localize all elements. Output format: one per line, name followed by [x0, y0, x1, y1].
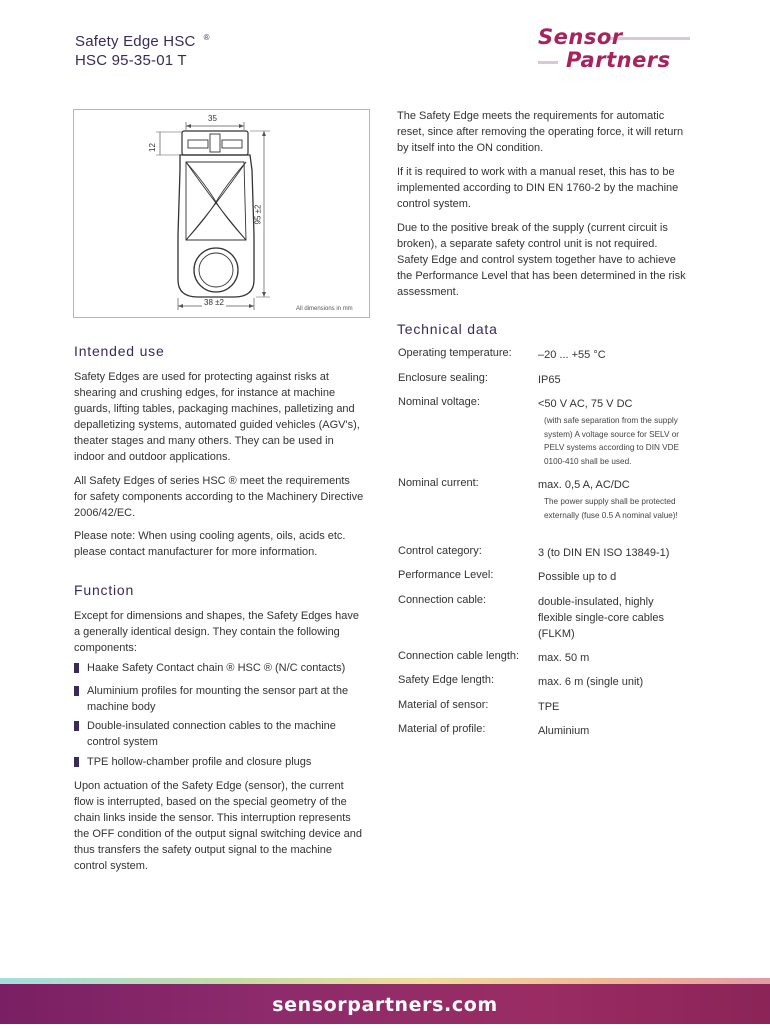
- tech-label: Nominal current:: [398, 477, 479, 489]
- tech-label: Nominal voltage:: [398, 396, 480, 408]
- intended-use-paragraph-3: Please note: When using cooling agents, oils, acids etc. please contact manufacturer for more information.: [74, 530, 346, 558]
- dim-width-label: 35: [208, 114, 217, 123]
- model-number: HSC 95-35-01 T: [75, 52, 187, 69]
- tech-value: Aluminium: [538, 725, 590, 737]
- tech-value: TPE: [538, 701, 560, 713]
- intended-use-heading: Intended use: [74, 343, 165, 359]
- function-bullet-2: Aluminium profiles for mounting the sensor part at the machine body: [87, 685, 349, 713]
- function-heading: Function: [74, 582, 135, 598]
- technical-data-heading: Technical data: [397, 321, 498, 337]
- dim-height-top-label: 12: [147, 143, 157, 152]
- tech-note: The power supply shall be protected externally (fuse 0.5 A nominal value)!: [544, 497, 678, 520]
- tech-value: –20 ... +55 °C: [538, 349, 606, 361]
- intro-paragraph-1: The Safety Edge meets the requirements for automatic reset, since after removing the operating force, it will return by itself into the ON condition.: [397, 110, 684, 154]
- title-text: Safety Edge HSC: [75, 33, 196, 50]
- tech-label: Material of sensor:: [398, 699, 489, 711]
- tech-label: Connection cable:: [398, 594, 487, 606]
- intro-paragraph-3: Due to the positive break of the supply (current circuit is broken), a separate safety control unit is not required. Safety Edge and control system together have to achieve the Performance Level that has been determined in the risk assessment.: [397, 222, 686, 298]
- logo-line1: Sensor: [538, 25, 623, 49]
- bullet-marker: [74, 686, 79, 696]
- tech-label: Control category:: [398, 545, 482, 557]
- tech-label: Operating temperature:: [398, 347, 512, 359]
- profile-drawing-svg: [74, 110, 369, 317]
- sensor-partners-logo: [538, 25, 693, 74]
- page-title: [75, 33, 210, 50]
- function-paragraph-1: Except for dimensions and shapes, the Safety Edges have a generally identical design. They contain the following components:: [74, 610, 359, 654]
- function-paragraph-2: Upon actuation of the Safety Edge (sensor), the current flow is interrupted, based on the special geometry of the chain links inside the sensor. This interruption represents the OFF condition of the output signal switching device and thus transfers the safety output signal to the machine control system.: [74, 780, 363, 872]
- bullet-marker: [74, 721, 79, 731]
- bullet-marker: [74, 757, 79, 767]
- registered-mark: ®: [203, 33, 210, 42]
- tech-note: (with safe separation from the supply system) A voltage source for SELV or PELV systems according to DIN VDE 0100-410 shall be used.: [544, 416, 679, 466]
- tech-value: 3 (to DIN EN ISO 13849-1): [538, 547, 670, 559]
- intended-use-paragraph-1: Safety Edges are used for protecting against risks at shearing and crushing edges, for instance at machine guards, lifting tables, packaging machines, palletizing and depalletizing systems, automated guided vehicles (AGV's), theater stages and many others. They can be used in indoor and outdoor applications.: [74, 371, 360, 463]
- tech-label: Material of profile:: [398, 723, 486, 735]
- function-bullet-3: Double-insulated connection cables to the machine control system: [87, 720, 336, 748]
- tech-value: Possible up to d: [538, 571, 617, 583]
- dimensions-note: All dimensions in mm: [296, 306, 353, 312]
- footer-website-link[interactable]: sensorpartners.com: [272, 994, 498, 1016]
- dim-bottom-label: 38 ±2: [204, 298, 224, 307]
- profile-drawing: [73, 109, 370, 318]
- function-bullet-1: Haake Safety Contact chain ® HSC ® (N/C contacts): [87, 662, 346, 674]
- tech-value: double-insulated, highly flexible single-core cables (FLKM): [538, 596, 664, 640]
- tech-label: Performance Level:: [398, 569, 494, 581]
- tech-label: Connection cable length:: [398, 650, 520, 662]
- tech-value: max. 6 m (single unit): [538, 676, 644, 688]
- logo-line2: Partners: [566, 48, 671, 72]
- tech-value: <50 V AC, 75 V DC: [538, 398, 633, 410]
- function-bullet-4: TPE hollow-chamber profile and closure plugs: [87, 756, 312, 768]
- tech-label: Safety Edge length:: [398, 674, 495, 686]
- intended-use-paragraph-2: All Safety Edges of series HSC ® meet the requirements for safety components according to the Machinery Directive 2006/42/EC.: [74, 475, 364, 519]
- tech-value: max. 0,5 A, AC/DC: [538, 479, 630, 491]
- bullet-marker: [74, 663, 79, 673]
- tech-value: IP65: [538, 374, 561, 386]
- intro-paragraph-2: If it is required to work with a manual reset, this has to be implemented according to DIN EN 1760-2 by the machine control system.: [397, 166, 679, 210]
- dim-height-label: 95 ±2: [253, 204, 263, 225]
- tech-value: max. 50 m: [538, 652, 590, 664]
- tech-label: Enclosure sealing:: [398, 372, 488, 384]
